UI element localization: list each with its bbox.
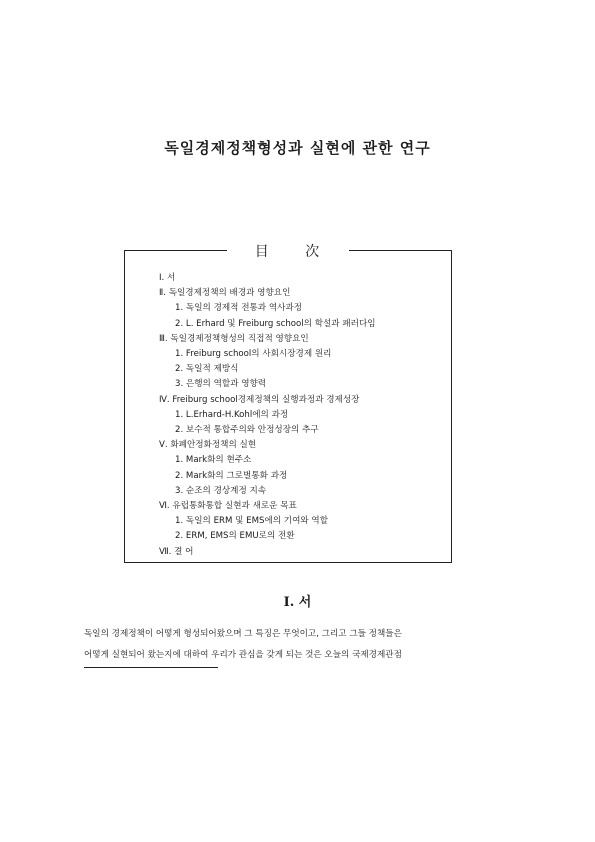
toc-heading bbox=[125, 241, 451, 261]
toc-entry: Ⅰ. 서 bbox=[159, 273, 176, 283]
toc-subentry: 3. 은행의 역할과 영향력 bbox=[175, 379, 267, 390]
toc-entry: Ⅳ. Freiburg school경제정책의 실행과정과 경제성장 bbox=[159, 394, 360, 405]
body-paragraph bbox=[84, 624, 496, 666]
body-line: 독일의 경제정책이 어떻게 형성되어왔으며 그 특징은 무엇이고, 그리고 그들 정책들은 bbox=[84, 629, 402, 639]
toc-subentry: 1. 독일의 ERM 및 EMS에의 기여와 역할 bbox=[175, 516, 329, 527]
toc-subentry: 2. ERM, EMS의 EMU로의 전환 bbox=[175, 531, 295, 542]
toc-subentry: 1. 독일의 경제적 전통과 역사과정 bbox=[175, 303, 303, 314]
toc-subentry: 3. 순조의 경상계정 지속 bbox=[175, 485, 267, 496]
toc-list bbox=[159, 271, 445, 560]
toc-subentry: 2. 보수적 통합주의와 안정성장의 추구 bbox=[175, 425, 319, 436]
body-line: 어떻게 실현되어 왔는지에 대하여 우리가 관심을 갖게 되는 것은 오늘의 국제경제관점 bbox=[84, 650, 402, 660]
toc-subentry: 2. Mark화의 그로벌통화 과정 bbox=[175, 470, 288, 481]
toc-entry: Ⅶ. 결 어 bbox=[159, 546, 194, 557]
toc-subentry: 1. Mark화의 현주소 bbox=[175, 455, 252, 466]
section-heading: Ⅰ. 서 bbox=[283, 595, 312, 610]
toc-entry: Ⅵ. 유럽통화통합 실현과 새로운 목표 bbox=[159, 501, 297, 512]
toc-entry: Ⅱ. 독일경제정책의 배경과 영향요인 bbox=[159, 288, 291, 299]
toc-subentry: 2. 독일적 제방식 bbox=[175, 364, 239, 375]
toc-entry: Ⅲ. 독일경제정책형성의 직접적 영향요인 bbox=[159, 333, 309, 344]
toc-subentry: 2. L. Erhard 및 Freiburg school의 학설과 패러다임 bbox=[175, 318, 376, 329]
toc-subentry: 1. Freiburg school의 사회시장경제 원리 bbox=[175, 349, 332, 360]
toc-entry: Ⅴ. 화폐안정화정책의 실현 bbox=[159, 440, 257, 451]
footnote-separator bbox=[84, 667, 218, 668]
toc-subentry: 1. L.Erhard-H.Kohl에의 과정 bbox=[175, 409, 289, 420]
document-title: 독일경제정책형성과 실현에 관한 연구 bbox=[164, 139, 431, 157]
table-of-contents bbox=[124, 244, 452, 563]
toc-heading-text: 目 次 bbox=[227, 244, 349, 260]
